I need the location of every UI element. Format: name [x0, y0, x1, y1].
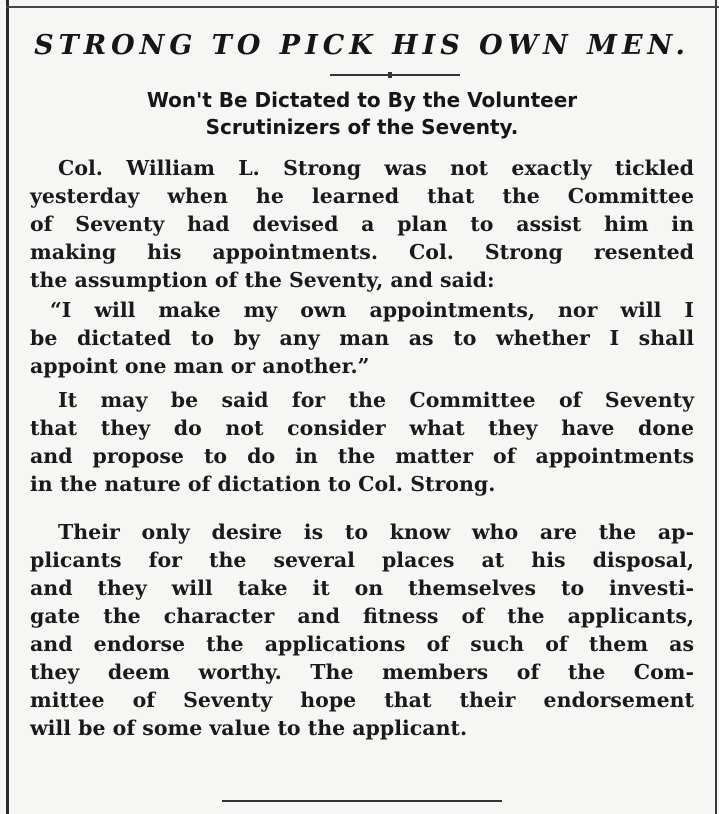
body-line: that they do not consider what they have done — [30, 416, 694, 440]
body-line: making his appointments. Col. Strong resented — [30, 240, 694, 264]
body-line: plicants for the several places at his disposal, — [30, 548, 694, 572]
body-line: mittee of Seventy hope that their endorsement — [30, 688, 694, 712]
body-line: will be of some value to the applicant. — [30, 716, 468, 740]
body-line: Col. William L. Strong was not exactly tickled — [58, 156, 694, 180]
body-line: “I will make my own appointments, nor will I — [50, 298, 694, 322]
body-line: be dictated to by any man as to whether I shall — [30, 326, 694, 350]
body-line: appoint one man or another.” — [30, 354, 370, 378]
body-line: It may be said for the Committee of Seventy — [58, 388, 694, 412]
column-rule-left — [6, 0, 9, 814]
body-line: they deem worthy. The members of the Com- — [30, 660, 694, 684]
body-line: of Seventy had devised a plan to assist him in — [30, 212, 694, 236]
top-rule — [6, 6, 719, 8]
subheadline-line: Scrutinizers of the Seventy. — [205, 115, 519, 139]
body-line: the assumption of the Seventy, and said: — [30, 268, 495, 292]
body-line: and endorse the applications of such of them as — [30, 632, 694, 656]
article-end-rule — [222, 800, 502, 802]
body-line: Their only desire is to know who are the ap- — [58, 520, 694, 544]
subheadline-line: Won't Be Dictated to By the Volunteer — [146, 88, 578, 112]
body-line: and they will take it on themselves to investi- — [30, 576, 694, 600]
body-line: in the nature of dictation to Col. Strong. — [30, 472, 496, 496]
headline: STRONG TO PICK HIS OWN MEN. — [34, 30, 690, 61]
body-line: gate the character and fitness of the applicants, — [30, 604, 694, 628]
headline-divider — [330, 74, 460, 76]
body-line: and propose to do in the matter of appointments — [30, 444, 694, 468]
column-rule-right — [715, 0, 717, 814]
body-line: yesterday when he learned that the Committee — [30, 184, 694, 208]
